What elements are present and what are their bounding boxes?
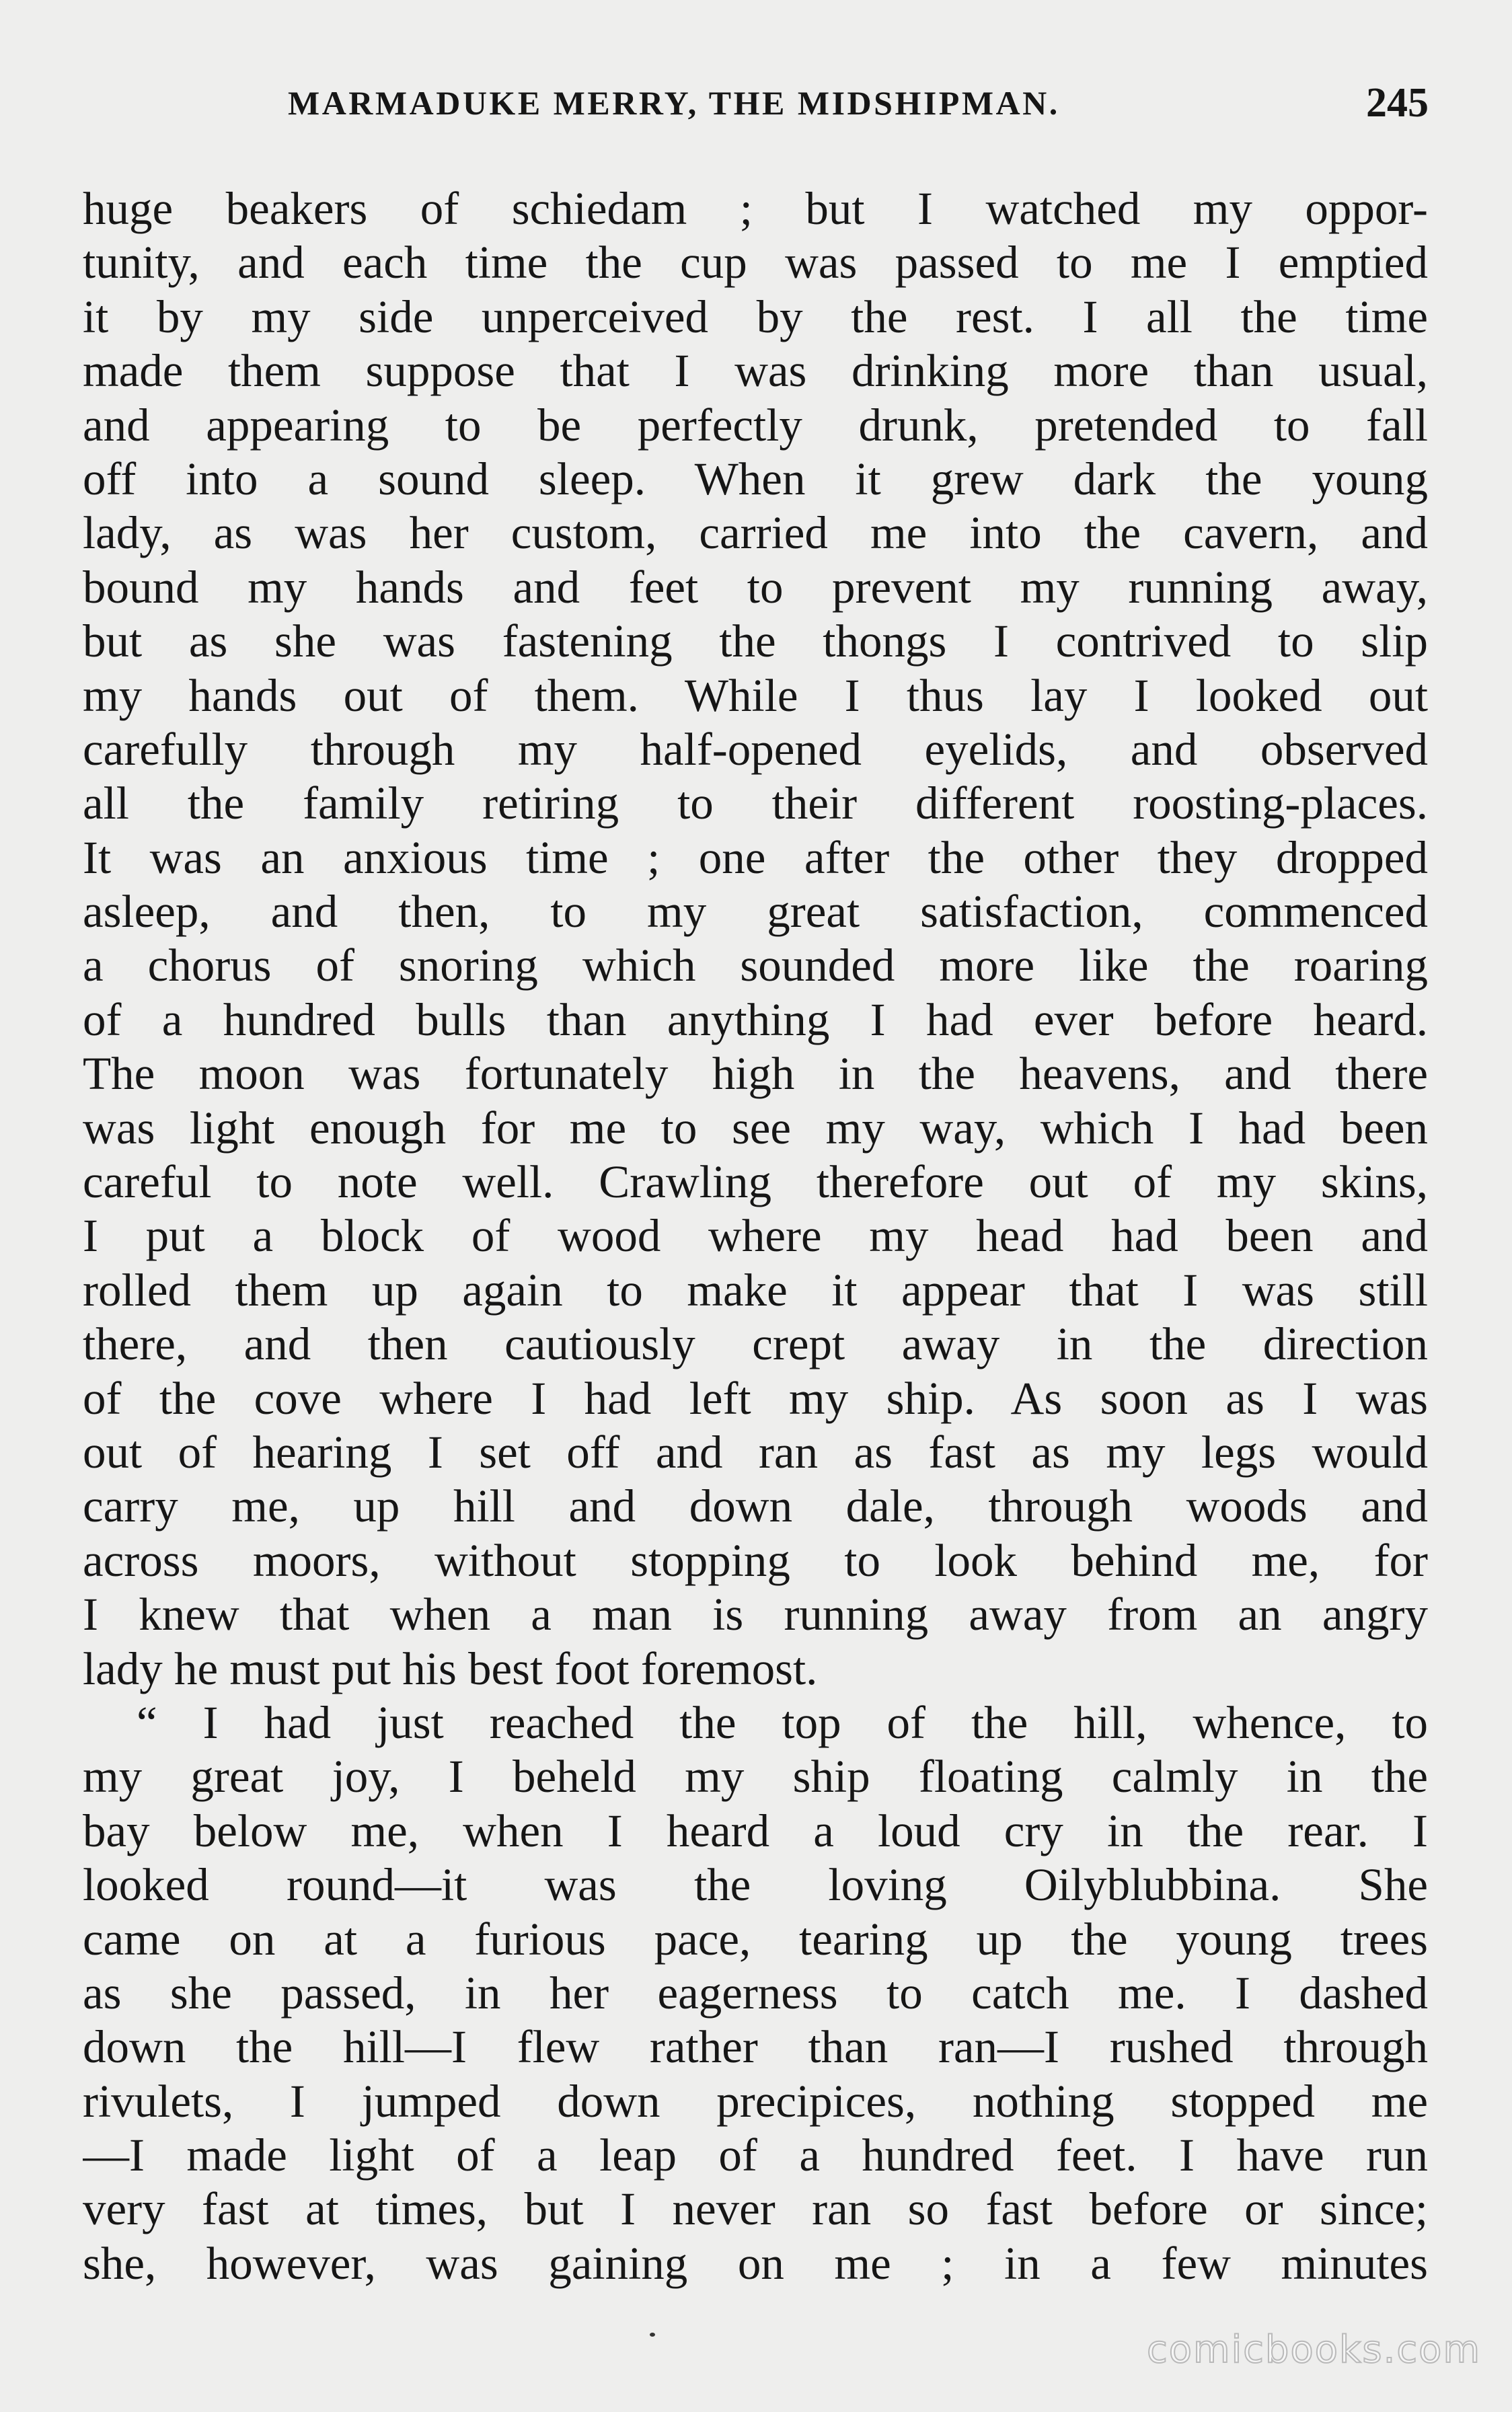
text-line: of the cove where I had left my ship. As soon as I was	[83, 1372, 1428, 1424]
text-line: off into a sound sleep. When it grew dark the young	[83, 453, 1428, 504]
text-line: looked round—it was the loving Oilyblubbina. She	[83, 1859, 1428, 1911]
text-line: all the family retiring to their different roosting-places.	[83, 778, 1428, 829]
text-line: carry me, up hill and down dale, through woods and	[83, 1480, 1428, 1532]
text-line: was light enough for me to see my way, which I had been	[83, 1102, 1428, 1154]
text-line: but as she was fastening the thongs I contrived to slip	[83, 615, 1428, 667]
text-line: and appearing to be perfectly drunk, pretended to fall	[83, 399, 1428, 451]
text-line: rivulets, I jumped down precipices, nothing stopped me	[83, 2075, 1428, 2127]
text-line: I put a block of wood where my head had been and	[83, 1210, 1428, 1262]
text-line: across moors, without stopping to look behind me, for	[83, 1534, 1428, 1586]
text-line: very fast at times, but I never ran so fast before or since;	[83, 2183, 1428, 2235]
paragraph-end-line: lady he must put his best foot foremost.	[83, 1643, 818, 1694]
text-line: I knew that when a man is running away from an angry	[83, 1589, 1428, 1641]
text-line: there, and then cautiously crept away in the direction	[83, 1318, 1428, 1370]
text-line: carefully through my half-opened eyelids, and observed	[83, 723, 1428, 775]
text-line: of a hundred bulls than anything I had ever before heard.	[83, 993, 1428, 1045]
text-line: out of hearing I set off and ran as fast as my legs would	[83, 1426, 1428, 1478]
footer-mark	[650, 2333, 655, 2337]
text-line: huge beakers of schiedam ; but I watched my oppor-	[83, 183, 1428, 234]
text-line: as she passed, in her eagerness to catch me. I dashed	[83, 1967, 1428, 2019]
running-head	[81, 79, 1429, 140]
text-line: came on at a furious pace, tearing up the young trees	[83, 1913, 1428, 1965]
text-line: It was an anxious time ; one after the other they dropped	[83, 831, 1428, 883]
text-line: down the hill—I flew rather than ran—I rushed through	[83, 2021, 1428, 2073]
text-line: a chorus of snoring which sounded more like the roaring	[83, 940, 1428, 991]
paragraph-start-line: “ I had just reached the top of the hill, whence, to	[137, 1696, 1428, 1748]
text-line: she, however, was gaining on me ; in a few minutes	[83, 2237, 1428, 2289]
text-line: —I made light of a leap of a hundred feet. I have run	[83, 2130, 1428, 2181]
text-line: asleep, and then, to my great satisfaction, commenced	[83, 886, 1428, 938]
text-line: rolled them up again to make it appear that I was still	[83, 1264, 1428, 1316]
text-line: lady, as was her custom, carried me into the cavern, and	[83, 507, 1428, 559]
text-line: The moon was fortunately high in the heavens, and there	[83, 1048, 1428, 1100]
text-line: careful to note well. Crawling therefore out of my skins,	[83, 1156, 1428, 1208]
text-line: bay below me, when I heard a loud cry in the rear. I	[83, 1805, 1428, 1856]
watermark: comicbooks.com	[1146, 2328, 1481, 2372]
body-text	[83, 182, 1428, 2290]
text-line: bound my hands and feet to prevent my running away,	[83, 561, 1428, 613]
page-number: 245	[1366, 80, 1429, 126]
running-title: MARMADUKE MERRY, THE MIDSHIPMAN.	[288, 84, 1060, 122]
text-line: tunity, and each time the cup was passed to me I emptied	[83, 237, 1428, 289]
text-line: my great joy, I beheld my ship floating calmly in the	[83, 1751, 1428, 1803]
text-line: made them suppose that I was drinking more than usual,	[83, 345, 1428, 397]
text-line: my hands out of them. While I thus lay I looked out	[83, 669, 1428, 721]
text-line: it by my side unperceived by the rest. I all the time	[83, 291, 1428, 342]
